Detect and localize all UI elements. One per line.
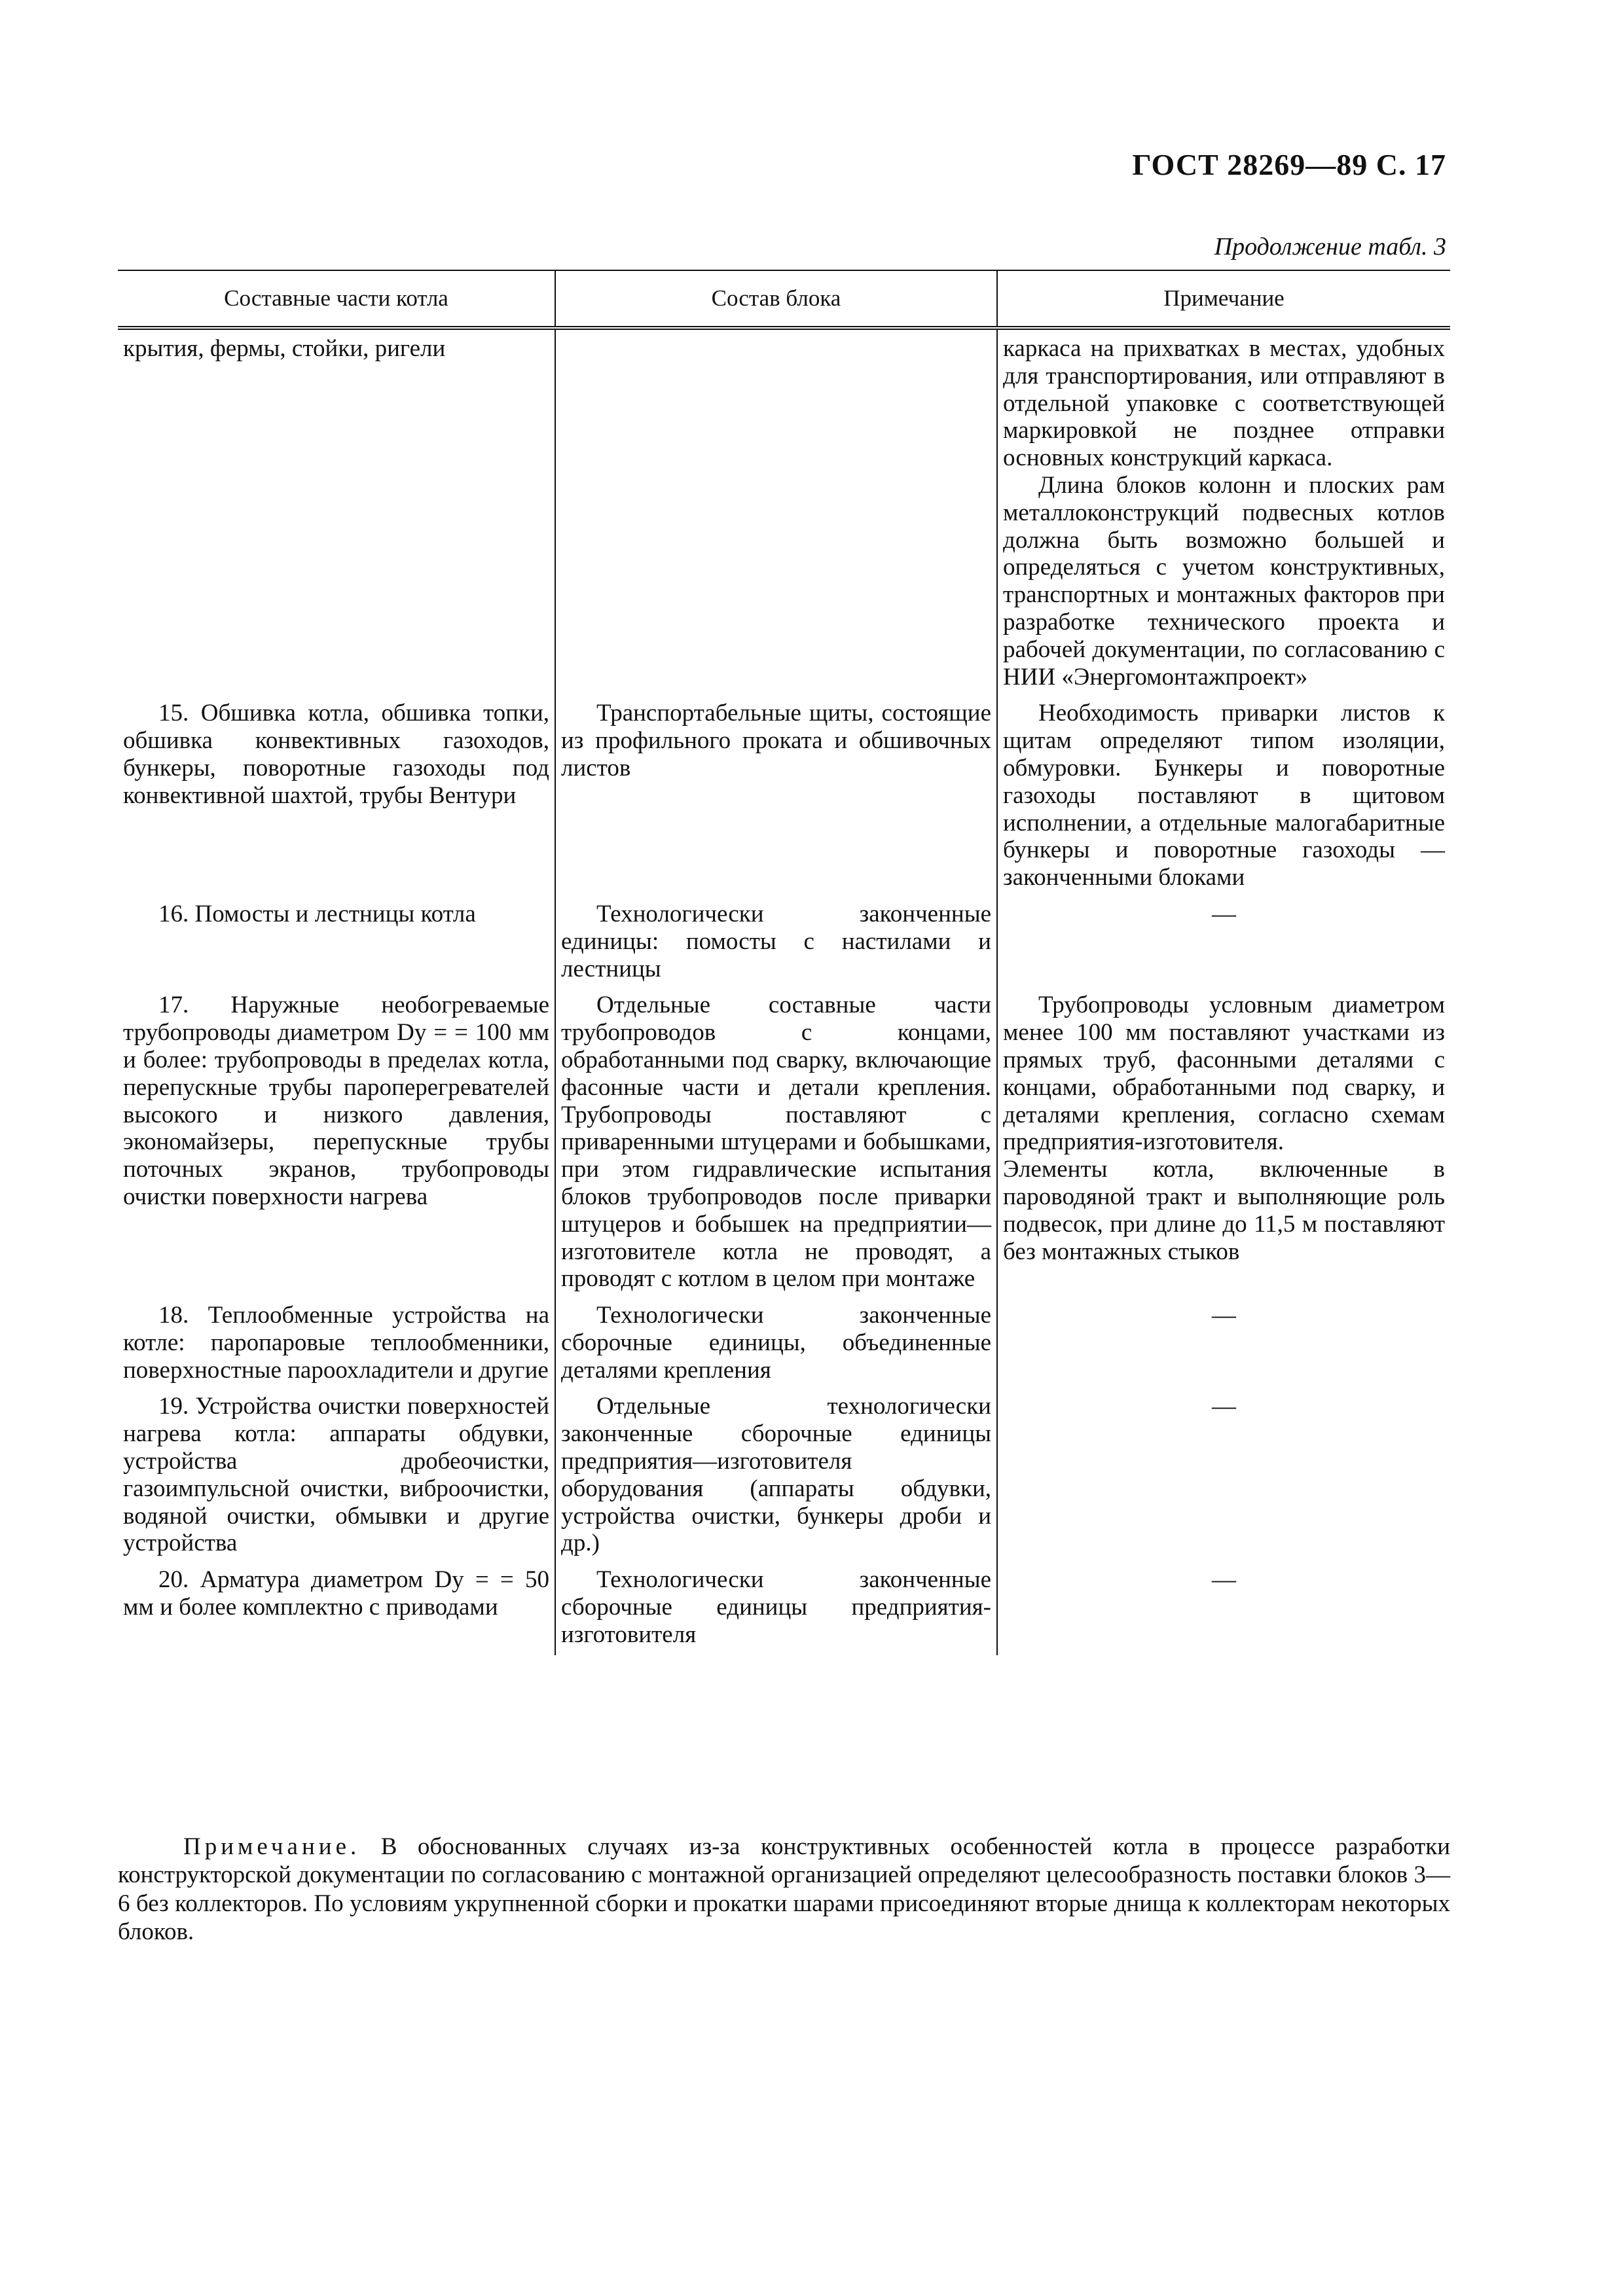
cell-text: Необходимость приварки листов к щитам определяют типом изоляции, обмуровки. Бункеры и поворотные газоходы поставляют в щитовом исполнении, а отдельные малогабаритные бункеры и поворотные газоходы — законченными блоками xyxy=(1003,700,1445,891)
cell-text: Транспортабельные щиты, состоящие из профильного проката и обшивочных листов xyxy=(561,700,991,781)
cell-text: — xyxy=(1212,900,1236,927)
cell-block xyxy=(555,989,997,1299)
column-header-block: Состав блока xyxy=(555,270,997,328)
column-header-parts: Составные части котла xyxy=(118,270,555,328)
cell-part xyxy=(118,1299,555,1390)
cell-block xyxy=(555,898,997,989)
document-code: ГОСТ 28269—89 С. 17 xyxy=(1132,148,1446,181)
footnote-label: Примечание. xyxy=(183,1833,361,1860)
cell-text: Элементы котла, включенные в пароводяной тракт и выполняющие роль подвесок, при длине до 11,5 м поставляют без монтажных стыков xyxy=(1003,1156,1445,1265)
table-footnote xyxy=(118,1833,1450,1946)
cell-text: — xyxy=(1212,1566,1236,1594)
table-header-row xyxy=(118,270,1450,328)
cell-text: 18. Теплообменные устройства на котле: паропаровые теплообменники, поверхностные пароохладители и другие xyxy=(123,1302,549,1384)
cell-text: 17. Наружные необогреваемые трубопроводы диаметром Dу = = 100 мм и более: трубопроводы в пределах котла, перепускные трубы пароперегревателей высокого и низкого давления, экономайзеры, перепускные трубы поточных экранов, трубопроводы очистки поверхности нагрева xyxy=(123,992,549,1210)
cell-part xyxy=(118,697,555,898)
cell-text: 20. Арматура диаметром Dу = = 50 мм и более комплектно с приводами xyxy=(123,1566,549,1621)
components-table xyxy=(118,270,1450,1655)
cell-note xyxy=(997,1564,1450,1655)
cell-block xyxy=(555,697,997,898)
cell-note xyxy=(997,1390,1450,1564)
cell-text: каркаса на прихватках в местах, удобных для транспортирования, или отправляют в отдельной упаковке с соответствующей маркировкой не позднее отправки основных конструкций каркаса. xyxy=(1003,335,1445,472)
cell-part xyxy=(118,1564,555,1655)
cell-part xyxy=(118,898,555,989)
cell-block xyxy=(555,1299,997,1390)
cell-text: Трубопроводы условным диаметром менее 100 мм поставляют участками из прямых труб, фасонными деталями с концами, обработанными под сварку, и деталями крепления, согласно схемам предприятия-изготовителя. xyxy=(1003,992,1445,1156)
cell-block xyxy=(555,1564,997,1655)
cell-text: Отдельные составные части трубопроводов с концами, обработанными под сварку, включающие фасонные части и детали крепления. Трубопроводы поставляют с приваренными штуцерами и бобышками, при этом гидравлические испытания блоков трубопроводов после приварки штуцеров и бобышек на предприятии—изготовителе котла не проводят, а проводят с котлом в целом при монтаже xyxy=(561,992,991,1293)
cell-block xyxy=(555,328,997,697)
cell-note xyxy=(997,697,1450,898)
cell-text: 16. Помосты и лестницы котла xyxy=(158,900,476,927)
table-row xyxy=(118,1390,1450,1564)
table-row xyxy=(118,697,1450,898)
cell-text: 15. Обшивка котла, обшивка топки, обшивка конвективных газоходов, бункеры, поворотные газоходы под конвективной шахтой, трубы Вентури xyxy=(123,700,549,809)
cell-note xyxy=(997,328,1450,697)
cell-text: 19. Устройства очистки поверхностей нагрева котла: аппараты обдувки, устройства дробеочистки, газоимпульсной очистки, виброочистки, водяной очистки, обмывки и другие устройства xyxy=(123,1393,549,1557)
cell-part xyxy=(118,1390,555,1564)
table-row xyxy=(118,898,1450,989)
table-row xyxy=(118,1564,1450,1655)
table-row xyxy=(118,328,1450,697)
table-row xyxy=(118,989,1450,1299)
cell-part xyxy=(118,989,555,1299)
cell-note xyxy=(997,1299,1450,1390)
cell-text: Длина блоков колонн и плоских рам металлоконструкций подвесных котлов должна быть возможно большей и определяться с учетом конструктивных, транспортных и монтажных факторов при разработке технического проекта и рабочей документации, по согласованию с НИИ «Энергомонтажпроект» xyxy=(1003,471,1445,691)
footnote-text: В обоснованных случаях из-за конструктивных особенностей котла в процессе разработки конструкторской документации по согласованию с монтажной организацией определяют целесообразность поставки блоков 3—6 без коллекторов. По условиям укрупненной сборки и прокатки шарами присоединяют вторые днища к коллекторам некоторых блоков. xyxy=(118,1833,1450,1945)
cell-text: Отдельные технологически законченные сборочные единицы предприятия—изготовителя оборудования (аппараты обдувки, устройства очистки, бункеры дроби и др.) xyxy=(561,1393,991,1557)
cell-text: крытия, фермы, стойки, ригели xyxy=(123,335,446,362)
cell-note xyxy=(997,898,1450,989)
cell-part xyxy=(118,328,555,697)
cell-note xyxy=(997,989,1450,1299)
table-row xyxy=(118,1299,1450,1390)
cell-text: — xyxy=(1212,1393,1236,1420)
cell-text: Технологически законченные сборочные единицы, объединенные деталями крепления xyxy=(561,1302,991,1384)
table-continuation-label: Продолжение табл. 3 xyxy=(1214,233,1446,260)
cell-text: — xyxy=(1212,1302,1236,1329)
cell-text: Технологически законченные единицы: помосты с настилами и лестницы xyxy=(561,900,991,982)
cell-block xyxy=(555,1390,997,1564)
column-header-note: Примечание xyxy=(997,270,1450,328)
cell-text: Технологически законченные сборочные единицы предприятия-изготовителя xyxy=(561,1566,991,1648)
